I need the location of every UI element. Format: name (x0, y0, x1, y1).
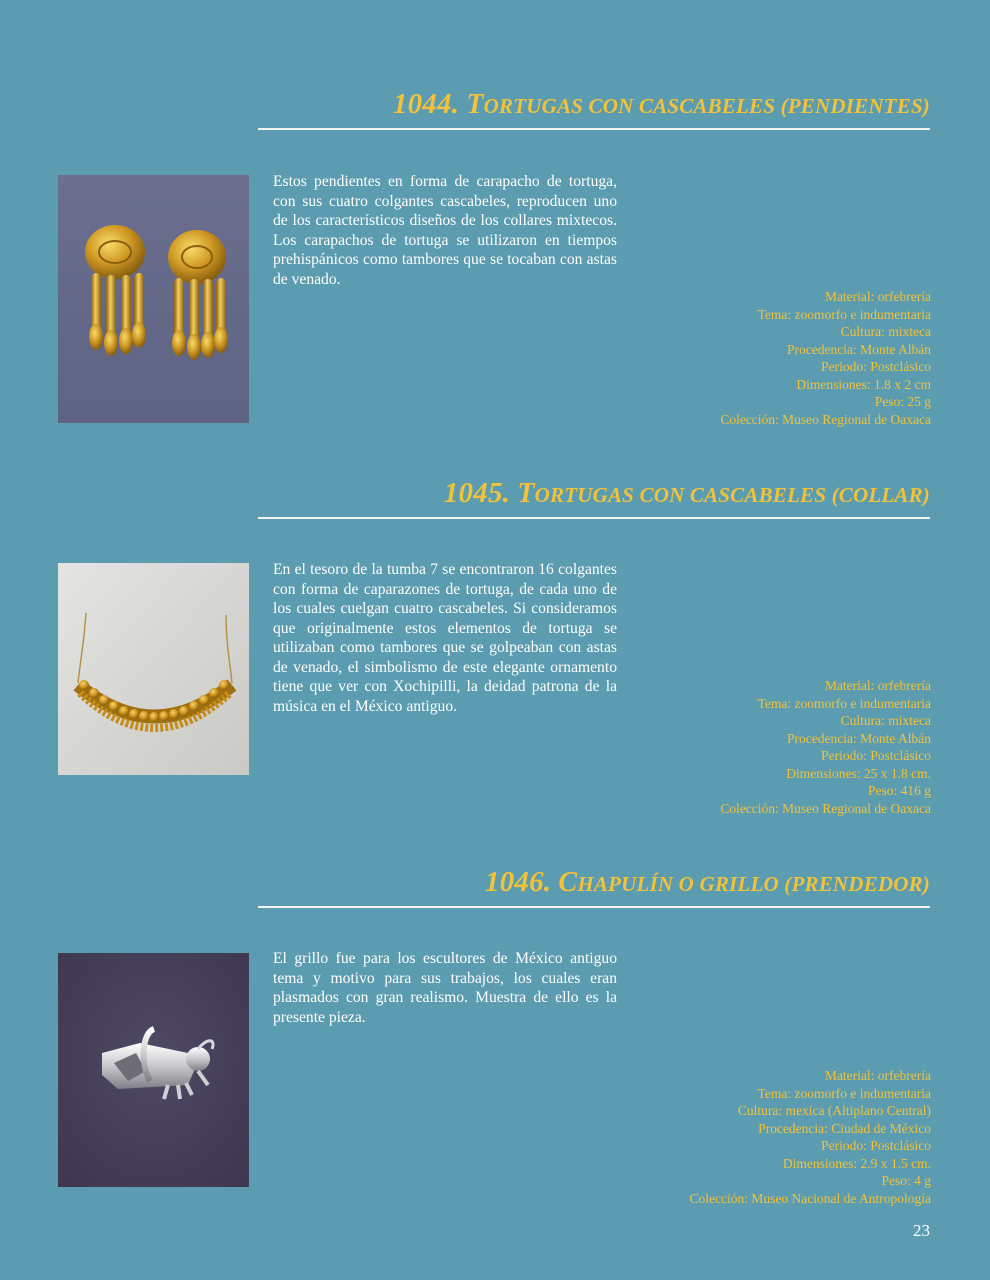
entry-title (444, 477, 930, 510)
title-divider (258, 128, 930, 130)
meta-periodo: Periodo: Postclásico (821, 1138, 931, 1153)
meta-cultura: Cultura: mixteca (840, 713, 931, 728)
meta-material: Material: orfebrería (824, 678, 931, 693)
entry-title (393, 88, 930, 121)
meta-peso: Peso: 416 g (867, 783, 931, 798)
necklace-photo (58, 563, 249, 775)
entry-metadata (720, 677, 931, 817)
title-initial: C (558, 867, 578, 898)
meta-tema: Tema: zoomorfo e indumentaria (757, 1085, 931, 1101)
meta-dimensiones: Dimensiones: 25 x 1.8 cm. (786, 765, 931, 781)
entry-description: En el tesoro de la tumba 7 se encontraron 16 colgantes con forma de caparazones de tortuga, de cada uno de los cuales cuelgan cuatro cascabeles. Si consideramos que originalmente estos elementos de tortuga se utilizaban como tambores que se golpeaban con astas de venado, el simbolismo de este elegante ornamento tiene que ver con Xochipilli, la deidad patrona de la música en el México antiguo. (273, 561, 617, 715)
entry-metadata (720, 288, 931, 428)
page-number: 23 (913, 1221, 930, 1240)
entry-description: Estos pendientes en forma de carapacho de tortuga, con sus cuatro colgantes cascabeles, reproducen uno de los característicos diseños de los collares mixtecos. Los carapachos de tortuga se utilizaron en tiempos prehispánicos como tambores que se tocaban con astas de venado. (273, 173, 617, 288)
title-rest: HAPULÍN O GRILLO (PRENDEDOR) (577, 872, 930, 896)
meta-cultura: Cultura: mexica (Altiplano Central) (737, 1103, 931, 1118)
earrings-photo (58, 175, 249, 423)
title-rest: ORTUGAS CON CASCABELES (PENDIENTES) (483, 94, 930, 118)
meta-tema: Tema: zoomorfo e indumentaria (757, 695, 931, 711)
meta-dimensiones: Dimensiones: 2.9 x 1.5 cm. (782, 1155, 931, 1171)
entry-description: El grillo fue para los escultores de México antiguo tema y motivo para sus trabajos, los cuales eran plasmados con gran realismo. Muestra de ello es la presente pieza. (273, 950, 617, 1026)
meta-tema: Tema: zoomorfo e indumentaria (757, 306, 931, 322)
title-initial: T (466, 89, 484, 120)
entry-number: 1045. (443, 477, 511, 509)
entry-number: 1046. (484, 866, 552, 898)
meta-periodo: Periodo: Postclásico (821, 359, 931, 374)
grasshopper-photo (58, 953, 249, 1187)
meta-procedencia: Procedencia: Ciudad de México (758, 1120, 931, 1136)
entry-title (485, 866, 930, 899)
entry-metadata (690, 1067, 931, 1207)
title-divider (258, 517, 930, 519)
meta-procedencia: Procedencia: Monte Albán (787, 341, 931, 357)
meta-periodo: Periodo: Postclásico (821, 748, 931, 763)
meta-coleccion: Colección: Museo Regional de Oaxaca (720, 800, 931, 816)
meta-material: Material: orfebrería (824, 289, 931, 304)
meta-peso: Peso: 4 g (881, 1173, 931, 1188)
title-rest: ORTUGAS CON CASCABELES (COLLAR) (534, 483, 930, 507)
meta-coleccion: Colección: Museo Nacional de Antropología (689, 1190, 931, 1206)
meta-peso: Peso: 25 g (874, 394, 931, 409)
meta-material: Material: orfebrería (824, 1068, 931, 1083)
meta-cultura: Cultura: mixteca (840, 324, 931, 339)
meta-dimensiones: Dimensiones: 1.8 x 2 cm (796, 376, 931, 392)
title-initial: T (517, 478, 535, 509)
meta-procedencia: Procedencia: Monte Albán (787, 730, 931, 746)
meta-coleccion: Colección: Museo Regional de Oaxaca (720, 411, 931, 427)
entry-number: 1044. (392, 88, 460, 120)
title-divider (258, 906, 930, 908)
